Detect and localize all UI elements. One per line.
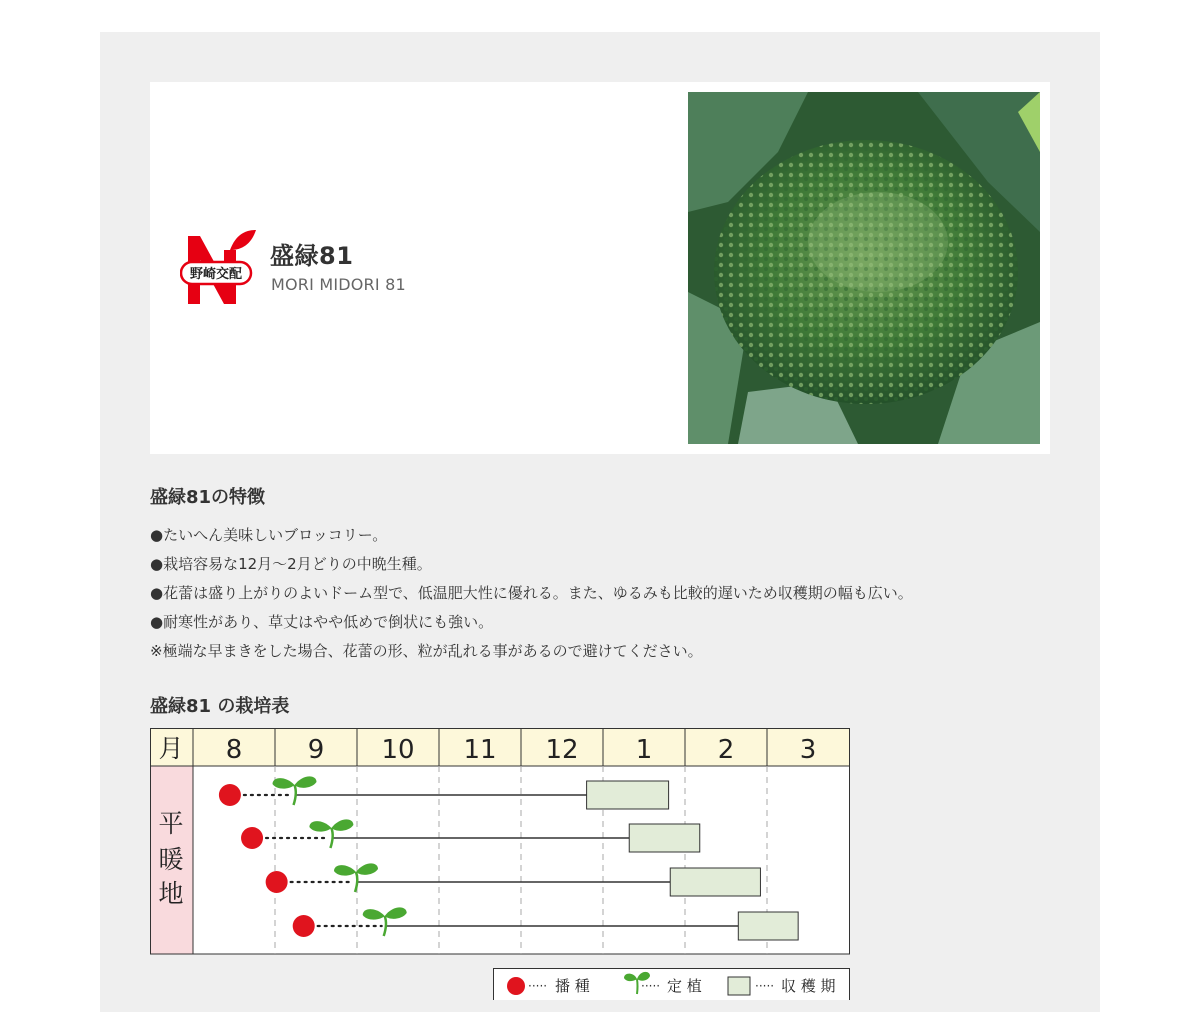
legend-sow-icon bbox=[507, 977, 525, 995]
features-title: 盛緑81の特徴 bbox=[150, 487, 266, 508]
header-row bbox=[151, 729, 850, 767]
sow-marker bbox=[266, 871, 288, 893]
month-label: 1 bbox=[635, 735, 653, 765]
sow-marker bbox=[293, 915, 315, 937]
harvest-period-bar bbox=[587, 781, 669, 809]
feature-note: ※極端な早まきをした場合、花蕾の形、粒が乱れる事があるので避けてください。 bbox=[150, 642, 703, 660]
features-list bbox=[150, 521, 913, 666]
month-label: 8 bbox=[225, 735, 243, 765]
legend-harvest-dots: ····· bbox=[755, 979, 775, 993]
harvest-period-bar bbox=[629, 824, 700, 852]
region-label-3: 地 bbox=[158, 879, 184, 908]
product-name-roman: MORI MIDORI 81 bbox=[271, 275, 406, 294]
month-label: 12 bbox=[545, 735, 579, 765]
sow-marker bbox=[241, 827, 263, 849]
product-name: 盛緑81 bbox=[270, 242, 354, 270]
broccoli-photo bbox=[688, 92, 1040, 444]
legend-plant-label: 定 植 bbox=[667, 977, 702, 995]
chart-legend bbox=[494, 969, 850, 1001]
legend-sow-dots: ····· bbox=[528, 979, 548, 993]
schedule-svg bbox=[150, 728, 850, 1000]
legend-plant-dots: ····· bbox=[641, 979, 661, 993]
logo-text: 野崎交配 bbox=[189, 267, 243, 282]
harvest-period-bar bbox=[738, 912, 798, 940]
month-label: 2 bbox=[717, 735, 735, 765]
legend-harvest-label: 収 穫 期 bbox=[781, 977, 836, 995]
feature-item: ●たいへん美味しいブロッコリー。 bbox=[150, 526, 388, 544]
cultivation-schedule-chart bbox=[150, 728, 850, 1000]
feature-item: ●栽培容易な12月〜2月どりの中晩生種。 bbox=[150, 555, 432, 573]
feature-item: ●花蕾は盛り上がりのよいドーム型で、低温肥大性に優れる。また、ゆるみも比較的遅いため収穫期の幅も広い。 bbox=[150, 584, 913, 602]
month-label: 9 bbox=[307, 735, 325, 765]
month-label: 11 bbox=[463, 735, 497, 765]
region-label-1: 平 bbox=[158, 809, 184, 838]
nozaki-logo bbox=[180, 228, 258, 308]
region-label-2: 暖 bbox=[158, 845, 184, 874]
schedule-title: 盛緑81 の栽培表 bbox=[150, 696, 290, 717]
header-label: 月 bbox=[158, 734, 184, 763]
feature-item: ●耐寒性があり、草丈はやや低めで倒状にも強い。 bbox=[150, 613, 494, 631]
sow-marker bbox=[219, 784, 241, 806]
legend-sow-label: 播 種 bbox=[555, 977, 590, 995]
legend-harvest-icon bbox=[728, 977, 750, 995]
harvest-period-bar bbox=[670, 868, 760, 896]
month-label: 3 bbox=[799, 735, 817, 765]
month-label: 10 bbox=[381, 735, 415, 765]
